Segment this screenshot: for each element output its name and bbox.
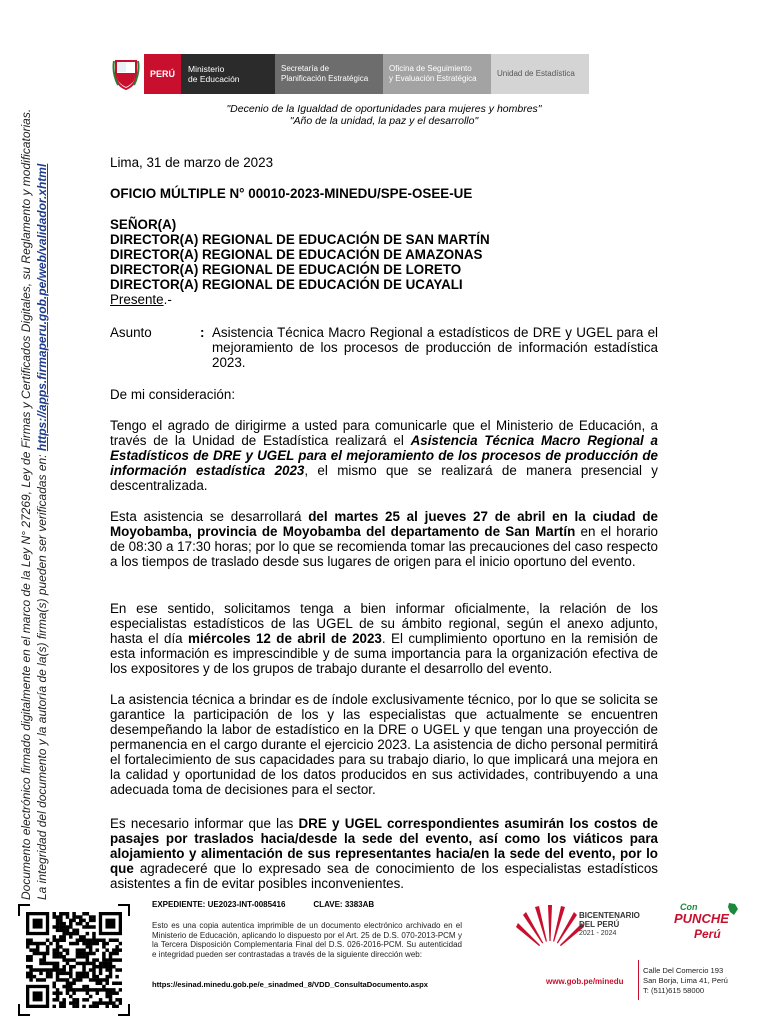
signature-notice-line1: Documento electrónico firmado digitalmente en el marco de la Ley N° 27269, Ley de Firmas y Certificados Digitales, su Reglamento y modificatorias. bbox=[19, 108, 33, 900]
con-punche-peru-logo: Con PUNCHE Perú bbox=[666, 900, 746, 950]
paragraph-1: Tengo el agrado de dirigirme a usted para comunicarle que el Ministerio de Educación, a través de la Unidad de Estadística realizará el Asistencia Técnica Macro Regional a Estadísticos de DRE y UGEL para el mejoramiento de los procesos de producción de información estadística 2023, el mismo que se realizará de manera presencial y descentralizada. bbox=[110, 418, 658, 493]
gob-pe-link[interactable]: www.gob.pe/minedu bbox=[546, 977, 624, 986]
asunto-colon: : bbox=[200, 325, 205, 340]
office-label: Oficina de Seguimiento y Evaluación Estratégica bbox=[383, 54, 491, 94]
decade-quote: "Decenio de la Igualdad de oportunidades para mujeres y hombres" bbox=[226, 103, 542, 115]
unit-label: Unidad de Estadística bbox=[491, 54, 589, 94]
coat-of-arms-icon bbox=[108, 54, 144, 94]
bicentenario-logo: BICENTENARIO DEL PERÚ 2021 - 2024 bbox=[515, 897, 655, 947]
sunburst-icon bbox=[515, 897, 585, 959]
oficio-number: OFICIO MÚLTIPLE N° 00010-2023-MINEDU/SPE-OSEE-UE bbox=[110, 186, 473, 201]
peru-label: PERÚ bbox=[144, 54, 181, 94]
peru-map-icon bbox=[726, 902, 740, 916]
expediente-line: EXPEDIENTE: UE2023-INT-0085416 CLAVE: 3383AB bbox=[152, 900, 375, 909]
verification-url[interactable]: https://esinad.minedu.gob.pe/e_sinadmed_8/VDD_ConsultaDocumento.aspx bbox=[152, 980, 428, 989]
paragraph-5: Es necesario informar que las DRE y UGEL correspondientes asumirán los costos de pasajes por traslados hacia/desde la sede del evento, así como los viáticos para alojamiento y alimentación de sus representantes hacia/en la sede del evento, por lo que agradeceré que lo expresado sea de conocimiento de los especialistas estadísticos asistentes a fin de evitar posibles inconvenientes. bbox=[110, 816, 658, 891]
paragraph-4: La asistencia técnica a brindar es de índole exclusivamente técnico, por lo que se solicita se garantice la participación de los y las especialistas que actualmente se encuentren desempeñando la labor de estadístico en la DRE o UGEL y que tengan una proyección de permanencia en el cargo durante el ejercicio 2023. La asistencia de dicho personal permitirá el fortalecimiento de sus capacidades para su trabajo diario, lo que implicará una mejora en la calidad y oportunidad de los datos producidos en sus actividades, contribuyendo a una adecuada toma de decisiones para el sector. bbox=[110, 692, 658, 797]
asunto-label: Asunto bbox=[110, 325, 152, 340]
letter-date: Lima, 31 de marzo de 2023 bbox=[110, 155, 274, 170]
year-quote: "Año de la unidad, la paz y el desarrollo" bbox=[289, 115, 479, 127]
paragraph-3: En ese sentido, solicitamos tenga a bien informar oficialmente, la relación de los especialistas estadísticos de las UGEL de su ámbito regional, según el anexo adjunto, hasta el día miércoles 12 de abril de 2023. El cumplimiento oportuno en la remisión de esta información es imprescindible y de suma importancia para la organización efectiva de los expositores y de los grupos de trabajo durante el desarrollo del evento. bbox=[110, 601, 658, 676]
asunto-text: Asistencia Técnica Macro Regional a estadísticos de DRE y UGEL para el mejoramiento de los procesos de producción de información estadística 2023. bbox=[212, 325, 658, 370]
validator-link[interactable]: https://apps.firmaperu.gob.pe/web/validador.xhtml bbox=[35, 163, 49, 452]
qr-code-icon bbox=[26, 912, 122, 1008]
authenticity-note: Esto es una copia autentica imprimible de un documento electrónico archivado en el Ministerio de Educación, aplicando lo dispuesto por el Art. 25 de D.S. 070-2013-PCM y la Tercera Disposición Complementaria Final del D.S. 026-2016-PCM. Su autenticidad e integridad pueden ser contrastadas a través de la siguiente dirección web: bbox=[152, 921, 462, 959]
address-block: Calle Del Comercio 193 San Borja, Lima 41, Perú T: (511)615 58000 bbox=[643, 966, 728, 995]
header-logo-bar bbox=[108, 54, 589, 94]
paragraph-2: Esta asistencia se desarrollará del martes 25 al jueves 27 de abril en la ciudad de Moyobamba, provincia de Moyobamba del departamento de San Martín en el horario de 08:30 a 17:30 horas; por lo que se recomienda tomar las precauciones del caso respecto a los tiempos de traslado desde sus lugares de origen para el inicio oportuno del evento. bbox=[110, 509, 658, 569]
secretariat-label: Secretaría de Planificación Estratégica bbox=[275, 54, 383, 94]
qr-code bbox=[26, 912, 122, 1008]
footer-divider bbox=[638, 960, 639, 1000]
ministry-label: Ministerio de Educación bbox=[181, 54, 275, 94]
recipients-block: SEÑOR(A) DIRECTOR(A) REGIONAL DE EDUCACIÓN DE SAN MARTÍN DIRECTOR(A) REGIONAL DE EDUCACIÓN DE AMAZONAS DIRECTOR(A) REGIONAL DE EDUCACIÓN DE LORETO DIRECTOR(A) REGIONAL DE EDUCACIÓN DE UCAYALI bbox=[110, 217, 490, 292]
greeting: De mi consideración: bbox=[110, 387, 236, 402]
presente-line: Presente.- bbox=[110, 292, 172, 307]
signature-notice-line2: La integridad del documento y la autoría de la(s) firma(s) pueden ser verificadas en: https://apps.firmaperu.gob.pe/web/validador.xhtml bbox=[35, 163, 49, 900]
digital-signature-notice bbox=[18, 80, 50, 900]
